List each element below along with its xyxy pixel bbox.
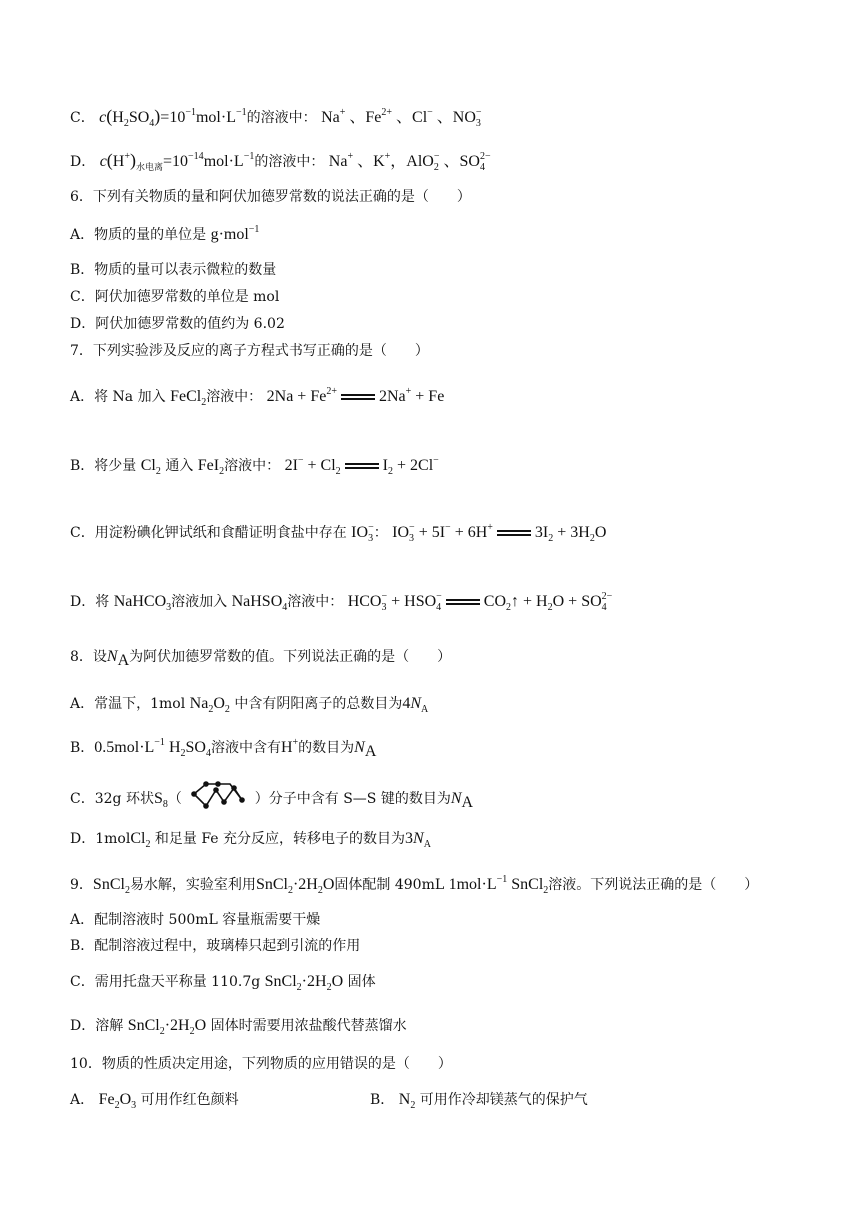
q6-option-a: A．物质的量的单位是 g·mol$^{-1}$: [70, 224, 260, 243]
q7-d-equation: $HCO_3^- + HSO_4^-$ $CO_2↑ + H_2O + SO_4^{2-}$: [347, 591, 613, 613]
q7-option-c: C．用淀粉碘化钾试纸和食醋证明食盐中存在 $IO_3^-$： $IO_3^- + 5I^- + 6H^+$ $3I_2 + 3H_2O$: [70, 522, 607, 544]
q8-option-c: C．32g 环状$S_8$（ ）分子中含有 S—S 键的数目为$N_A$: [70, 788, 820, 810]
q9-option-c: C．需用托盘天平称量 110.7g $SnCl_2\cdot 2H_2O$ 固体: [70, 973, 376, 993]
q7-a-equation: $2Na + Fe^{2+}$ 2Na+ + Fe: [266, 386, 445, 405]
q9-stem: 9．SnCl$_2$易水解，实验室利用$SnCl_2\cdot 2H_2O$固体配制 490mL $1mol\cdot L^{-1}$ SnCl$_2$溶液。下列说法正确的是（ ）: [70, 874, 759, 896]
q7-c-equation: $IO_3^- + 5I^- + 6H^+$ $3I_2 + 3H_2O$: [392, 522, 607, 544]
q8-option-b: B．$0.5mol\cdot L^{-1}$ $H_2SO_4$溶液中含有H+的数目为$N_A$: [70, 737, 377, 760]
q7-stem: 7．下列实验涉及反应的离子方程式书写正确的是（ ）: [70, 343, 429, 359]
q9-option-d: D．溶解 $SnCl_2\cdot 2H_2O$ 固体时需要用浓盐酸代替蒸馏水: [70, 1017, 407, 1037]
q6-option-c: C．阿伏加德罗常数的单位是 mol: [70, 289, 280, 305]
s8-ring-structure-icon: [190, 780, 246, 810]
q5-option-d: D． $c(H^+)_{水电离}=10^{-14}mol\cdot L^{-1}$的溶液中： Na+ 、K+，AlO$_2$− 、$SO_4^{2-}$: [70, 150, 491, 173]
q10-options-row: [70, 1090, 820, 1110]
q7-option-d: D．将 NaHCO$_3$溶液加入 NaHSO$_4$溶液中： $HCO_3^- + HSO_4^-$ $CO_2↑ + H_2O + SO_4^{2-}$: [70, 591, 613, 613]
q7-option-b: B．将少量 $Cl_2$ 通入 FeI$_2$溶液中： $2I^- + Cl_2$ $I_2 + 2Cl^-$: [70, 455, 439, 477]
q5-c-ions: Na+ 、$Fe^{2+}$ 、Cl− 、$NO_3^-$: [321, 107, 482, 129]
q10-stem: 10．物质的性质决定用途，下列物质的应用错误的是（ ）: [70, 1056, 452, 1072]
q10-option-a: A． $Fe_2O_3$ 可用作红色颜料: [70, 1091, 239, 1111]
q5-d-condition: $c(H^+)_{水电离}=10^{-14}mol\cdot L^{-1}$: [99, 150, 255, 173]
q9-option-a: A．配制溶液时 500mL 容量瓶需要干燥: [70, 912, 321, 928]
q6-option-d: D．阿伏加德罗常数的值约为 6.02: [70, 316, 285, 332]
q9-option-b: B．配制溶液过程中，玻璃棒只起到引流的作用: [70, 938, 361, 954]
q8-option-a: A．常温下，1mol $Na_2O_2$ 中含有阴阳离子的总数目为$4N_A$: [70, 695, 429, 715]
q8-option-d: D．1molCl$_2$ 和足量 Fe 充分反应，转移电子的数目为$3N_A$: [70, 830, 431, 850]
q5-option-c: C． $c(H_2SO_4)=10^{-1}mol\cdot L^{-1}$的溶液中： Na+ 、$Fe^{2+}$ 、Cl− 、$NO_3^-$: [70, 106, 482, 129]
q6-option-b: B．物质的量可以表示微粒的数量: [70, 262, 277, 278]
q5-c-condition: $c(H_2SO_4)=10^{-1}mol\cdot L^{-1}$: [99, 106, 247, 129]
q8-stem: 8．设$N_A$为阿伏加德罗常数的值。下列说法正确的是（ ）: [70, 648, 452, 669]
q5-d-ions: Na+ 、K+，AlO$_2$− 、$SO_4^{2-}$: [328, 151, 491, 173]
q7-option-a: A．将 Na 加入 FeCl$_2$溶液中： $2Na + Fe^{2+}$ 2Na+ + Fe: [70, 386, 445, 408]
q7-b-equation: $2I^- + Cl_2$ $I_2 + 2Cl^-$: [284, 455, 439, 477]
q10-option-b: B． $N_2$ 可用作冷却镁蒸气的保护气: [370, 1091, 588, 1111]
q6-stem: 6．下列有关物质的量和阿伏加德罗常数的说法正确的是（ ）: [70, 189, 471, 205]
